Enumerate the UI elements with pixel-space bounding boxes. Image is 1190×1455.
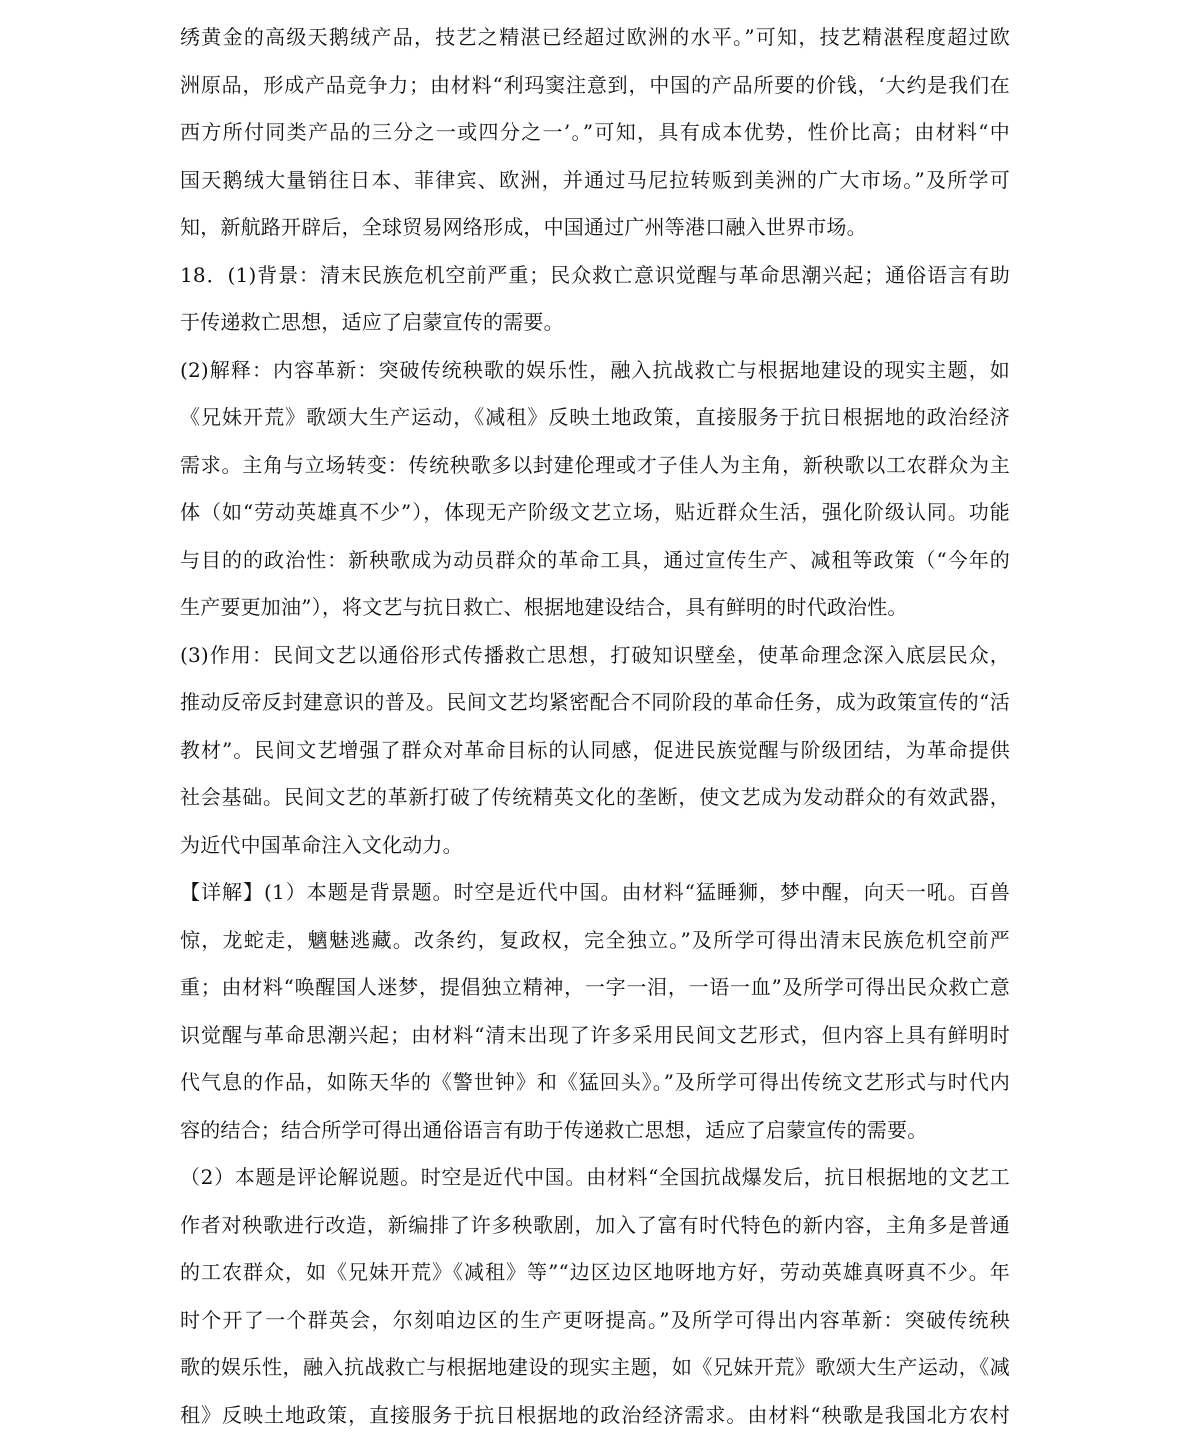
text-line: 歌的娱乐性，融入抗战救亡与根据地建设的现实主题，如《兄妹开荒》歌颂大生产运动，《减 (180, 1355, 1010, 1379)
text-line: 作者对秧歌进行改造，新编排了许多秧歌剧，加入了富有时代特色的新内容，主角多是普通 (180, 1212, 1010, 1237)
text-line: 《兄妹开荒》歌颂大生产运动，《减租》反映土地政策，直接服务于抗日根据地的政治经济 (180, 405, 1010, 429)
text-line: 的工农群众，如《兄妹开荒》《减租》等”“边区边区地呀地方好，劳动英雄真呀真不少。年 (180, 1260, 1010, 1284)
text-line: 租》反映土地政策，直接服务于抗日根据地的政治经济需求。由材料“秧歌是我国北方农村 (180, 1402, 1010, 1427)
text-line: 重；由材料“唤醒国人迷梦，提倡独立精神，一字一泪，一语一血”及所学可得出民众救亡意 (180, 975, 1010, 999)
text-line: （2）本题是评论解说题。时空是近代中国。由材料“全国抗战爆发后，抗日根据地的文艺工 (180, 1165, 1010, 1189)
text-line: 于传递救亡思想，适应了启蒙宣传的需要。 (180, 310, 564, 334)
text-line: 生产要更加油”），将文艺与抗日救亡、根据地建设结合，具有鲜明的时代政治性。 (180, 595, 908, 619)
text-line: 识觉醒与革命思潮兴起；由材料“清末出现了许多采用民间文艺形式，但内容上具有鲜明时 (180, 1022, 1010, 1047)
text-line: 国天鹅绒大量销往日本、菲律宾、欧洲，并通过马尼拉转贩到美洲的广大市场。”及所学可 (180, 167, 1010, 192)
text-line: 需求。主角与立场转变：传统秧歌多以封建伦理或才子佳人为主角，新秧歌以工农群众为主 (180, 452, 1010, 477)
text-line: 绣黄金的高级天鹅绒产品，技艺之精湛已经超过欧洲的水平。”可知，技艺精湛程度超过欧 (180, 25, 1010, 49)
text-line: (3)作用：民间文艺以通俗形式传播救亡思想，打破知识壁垒，使革命理念深入底层民众， (180, 642, 1010, 667)
text-line: 为近代中国革命注入文化动力。 (180, 832, 463, 857)
text-line: (2)解释：内容革新：突破传统秧歌的娱乐性，融入抗战救亡与根据地建设的现实主题，如 (180, 357, 1010, 382)
text-line: 推动反帝反封建意识的普及。民间文艺均紧密配合不同阶段的革命任务，成为政策宣传的“活 (180, 690, 1010, 714)
text-line: 容的结合；结合所学可得出通俗语言有助于传递救亡思想，适应了启蒙宣传的需要。 (180, 1117, 928, 1142)
text-line: 【详解】(1）本题是背景题。时空是近代中国。由材料“猛睡狮，梦中醒，向天一吼。百兽 (180, 880, 1010, 904)
text-line: 代气息的作品，如陈天华的《警世钟》和《猛回头》。”及所学可得出传统文艺形式与时代内 (180, 1070, 1010, 1094)
text-line: 时个开了一个群英会，尔刻咱边区的生产更呀提高。”及所学可得出内容革新：突破传统秧 (180, 1307, 1010, 1332)
text-line: 与目的的政治性：新秧歌成为动员群众的革命工具，通过宣传生产、减租等政策（“今年的 (180, 547, 1010, 572)
text-line: 社会基础。民间文艺的革新打破了传统精英文化的垄断，使文艺成为发动群众的有效武器， (180, 785, 1010, 809)
text-line: 知，新航路开辟后，全球贸易网络形成，中国通过广州等港口融入世界市场。 (180, 215, 867, 239)
text-line: 体（如“劳动英雄真不少”），体现无产阶级文艺立场，贴近群众生活，强化阶级认同。功能 (180, 500, 1010, 524)
text-line: 惊，龙蛇走，魑魅逃藏。改条约，复政权，完全独立。”及所学可得出清末民族危机空前严 (180, 927, 1010, 952)
text-line: 西方所付同类产品的三分之一或四分之一’。”可知，具有成本优势，性价比高；由材料“中 (180, 120, 1010, 144)
text-line: 洲原品，形成产品竞争力；由材料“利玛窦注意到，中国的产品所要的价钱，‘大约是我们在 (180, 72, 1010, 97)
text-line: 18．(1)背景：清末民族危机空前严重；民众救亡意识觉醒与革命思潮兴起；通俗语言有助 (180, 262, 1010, 287)
document-page (180, 14, 1010, 1439)
text-line: 教材”。民间文艺增强了群众对革命目标的认同感，促进民族觉醒与阶级团结，为革命提供 (180, 737, 1010, 762)
